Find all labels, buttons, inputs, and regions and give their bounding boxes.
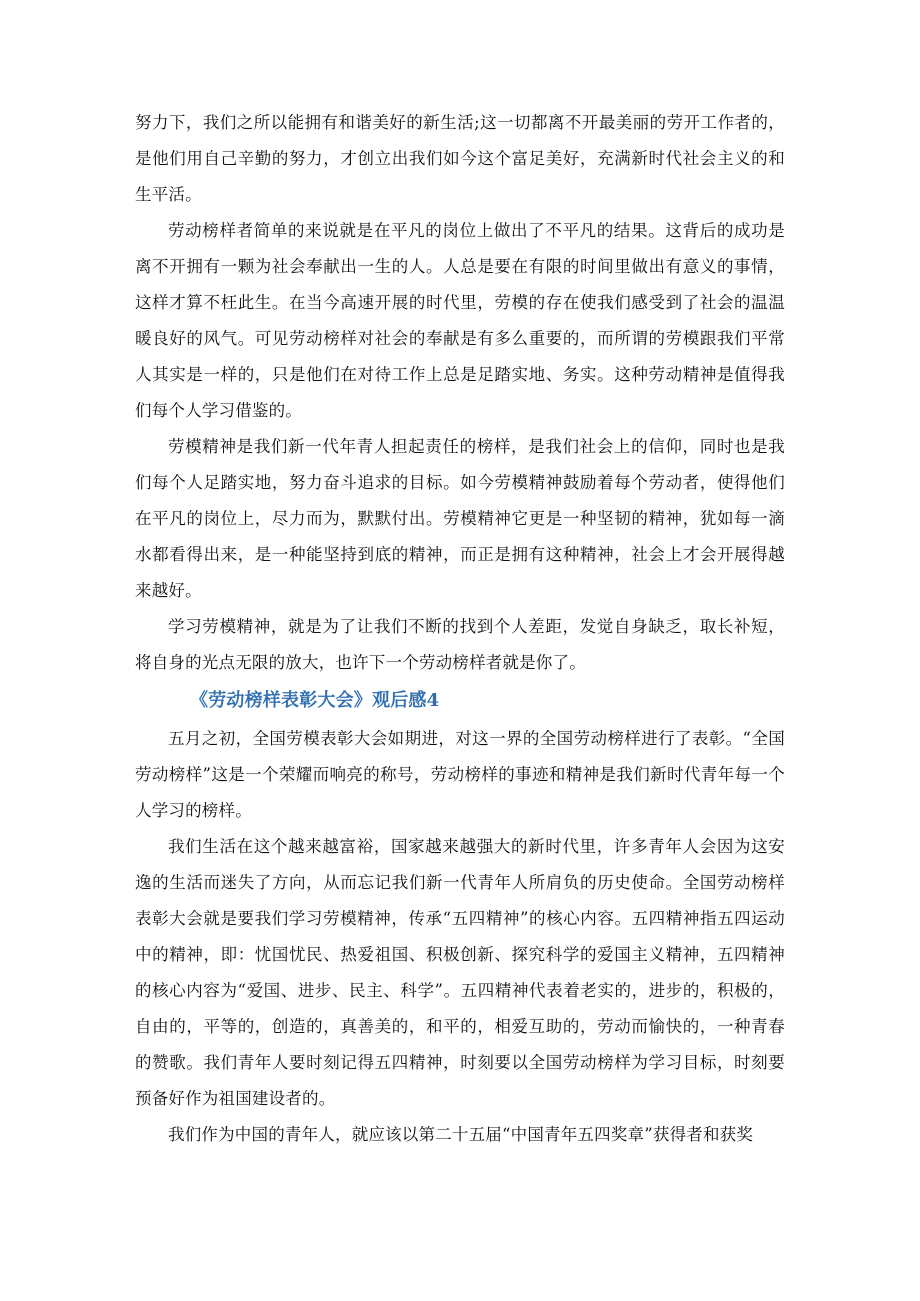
section-heading: 《劳动榜样表彰大会》观后感4 (190, 690, 440, 711)
paragraph: 学习劳模精神，就是为了让我们不断的找到个人差距，发觉自身缺乏，取长补短，将自身的光点无限的放大，也许下一个劳动榜样者就是你了。 (135, 617, 785, 672)
paragraph: 劳模精神是我们新一代年青人担起责任的榜样，是我们社会上的信仰，同时也是我们每个人足踏实地，努力奋斗追求的目标。如今劳模精神鼓励着每个劳动者，使得他们在平凡的岗位上，尽力而为，默默付出。劳模精神它更是一种坚韧的精神，犹如每一滴水都看得出来，是一种能坚持到底的精神，而正是拥有这种精神，社会上才会开展得越来越好。 (135, 437, 785, 600)
paragraph: 劳动榜样者简单的来说就是在平凡的岗位上做出了不平凡的结果。这背后的成功是离不开拥有一颗为社会奉献出一生的人。人总是要在有限的时间里做出有意义的事情，这样才算不枉此生。在当今高速开展的时代里，劳模的存在使我们感受到了社会的温温暖良好的风气。可见劳动榜样对社会的奉献是有多么重要的，而所谓的劳模跟我们平常人其实是一样的，只是他们在对待工作上总是足踏实地、务实。这种劳动精神是值得我们每个人学习借鉴的。 (135, 221, 785, 420)
paragraph: 我们生活在这个越来越富裕，国家越来越强大的新时代里，许多青年人会因为这安逸的生活而迷失了方向，从而忘记我们新一代青年人所肩负的历史使命。全国劳动榜样表彰大会就是要我们学习劳模精神，传承“五四精神”的核心内容。五四精神指五四运动中的精神，即：忧国忧民、热爱祖国、积极创新、探究科学的爱国主义精神，五四精神的核心内容为“爱国、进步、民主、科学”。五四精神代表着老实的，进步的，积极的，自由的，平等的，创造的，真善美的，和平的，相爱互助的，劳动而愉快的，一种青春的赞歌。我们青年人要时刻记得五四精神，时刻要以全国劳动榜样为学习目标，时刻要预备好作为祖国建设者的。 (135, 837, 785, 1108)
paragraph-continued: 努力下，我们之所以能拥有和谐美好的新生活;这一切都离不开最美丽的劳开工作者的，是他们用自己辛勤的努力，才创立出我们如今这个富足美好，充满新时代社会主义的和生平活。 (135, 113, 785, 204)
document-body (135, 105, 785, 1153)
paragraph-truncated: 我们作为中国的青年人，就应该以第二十五届“中国青年五四奖章”获得者和获奖 (168, 1125, 754, 1144)
paragraph: 五月之初，全国劳模表彰大会如期进，对这一界的全国劳动榜样进行了表彰。“全国劳动榜样”这是一个荣耀而响亮的称号，劳动榜样的事迹和精神是我们新时代青年每一个人学习的榜样。 (135, 729, 785, 820)
